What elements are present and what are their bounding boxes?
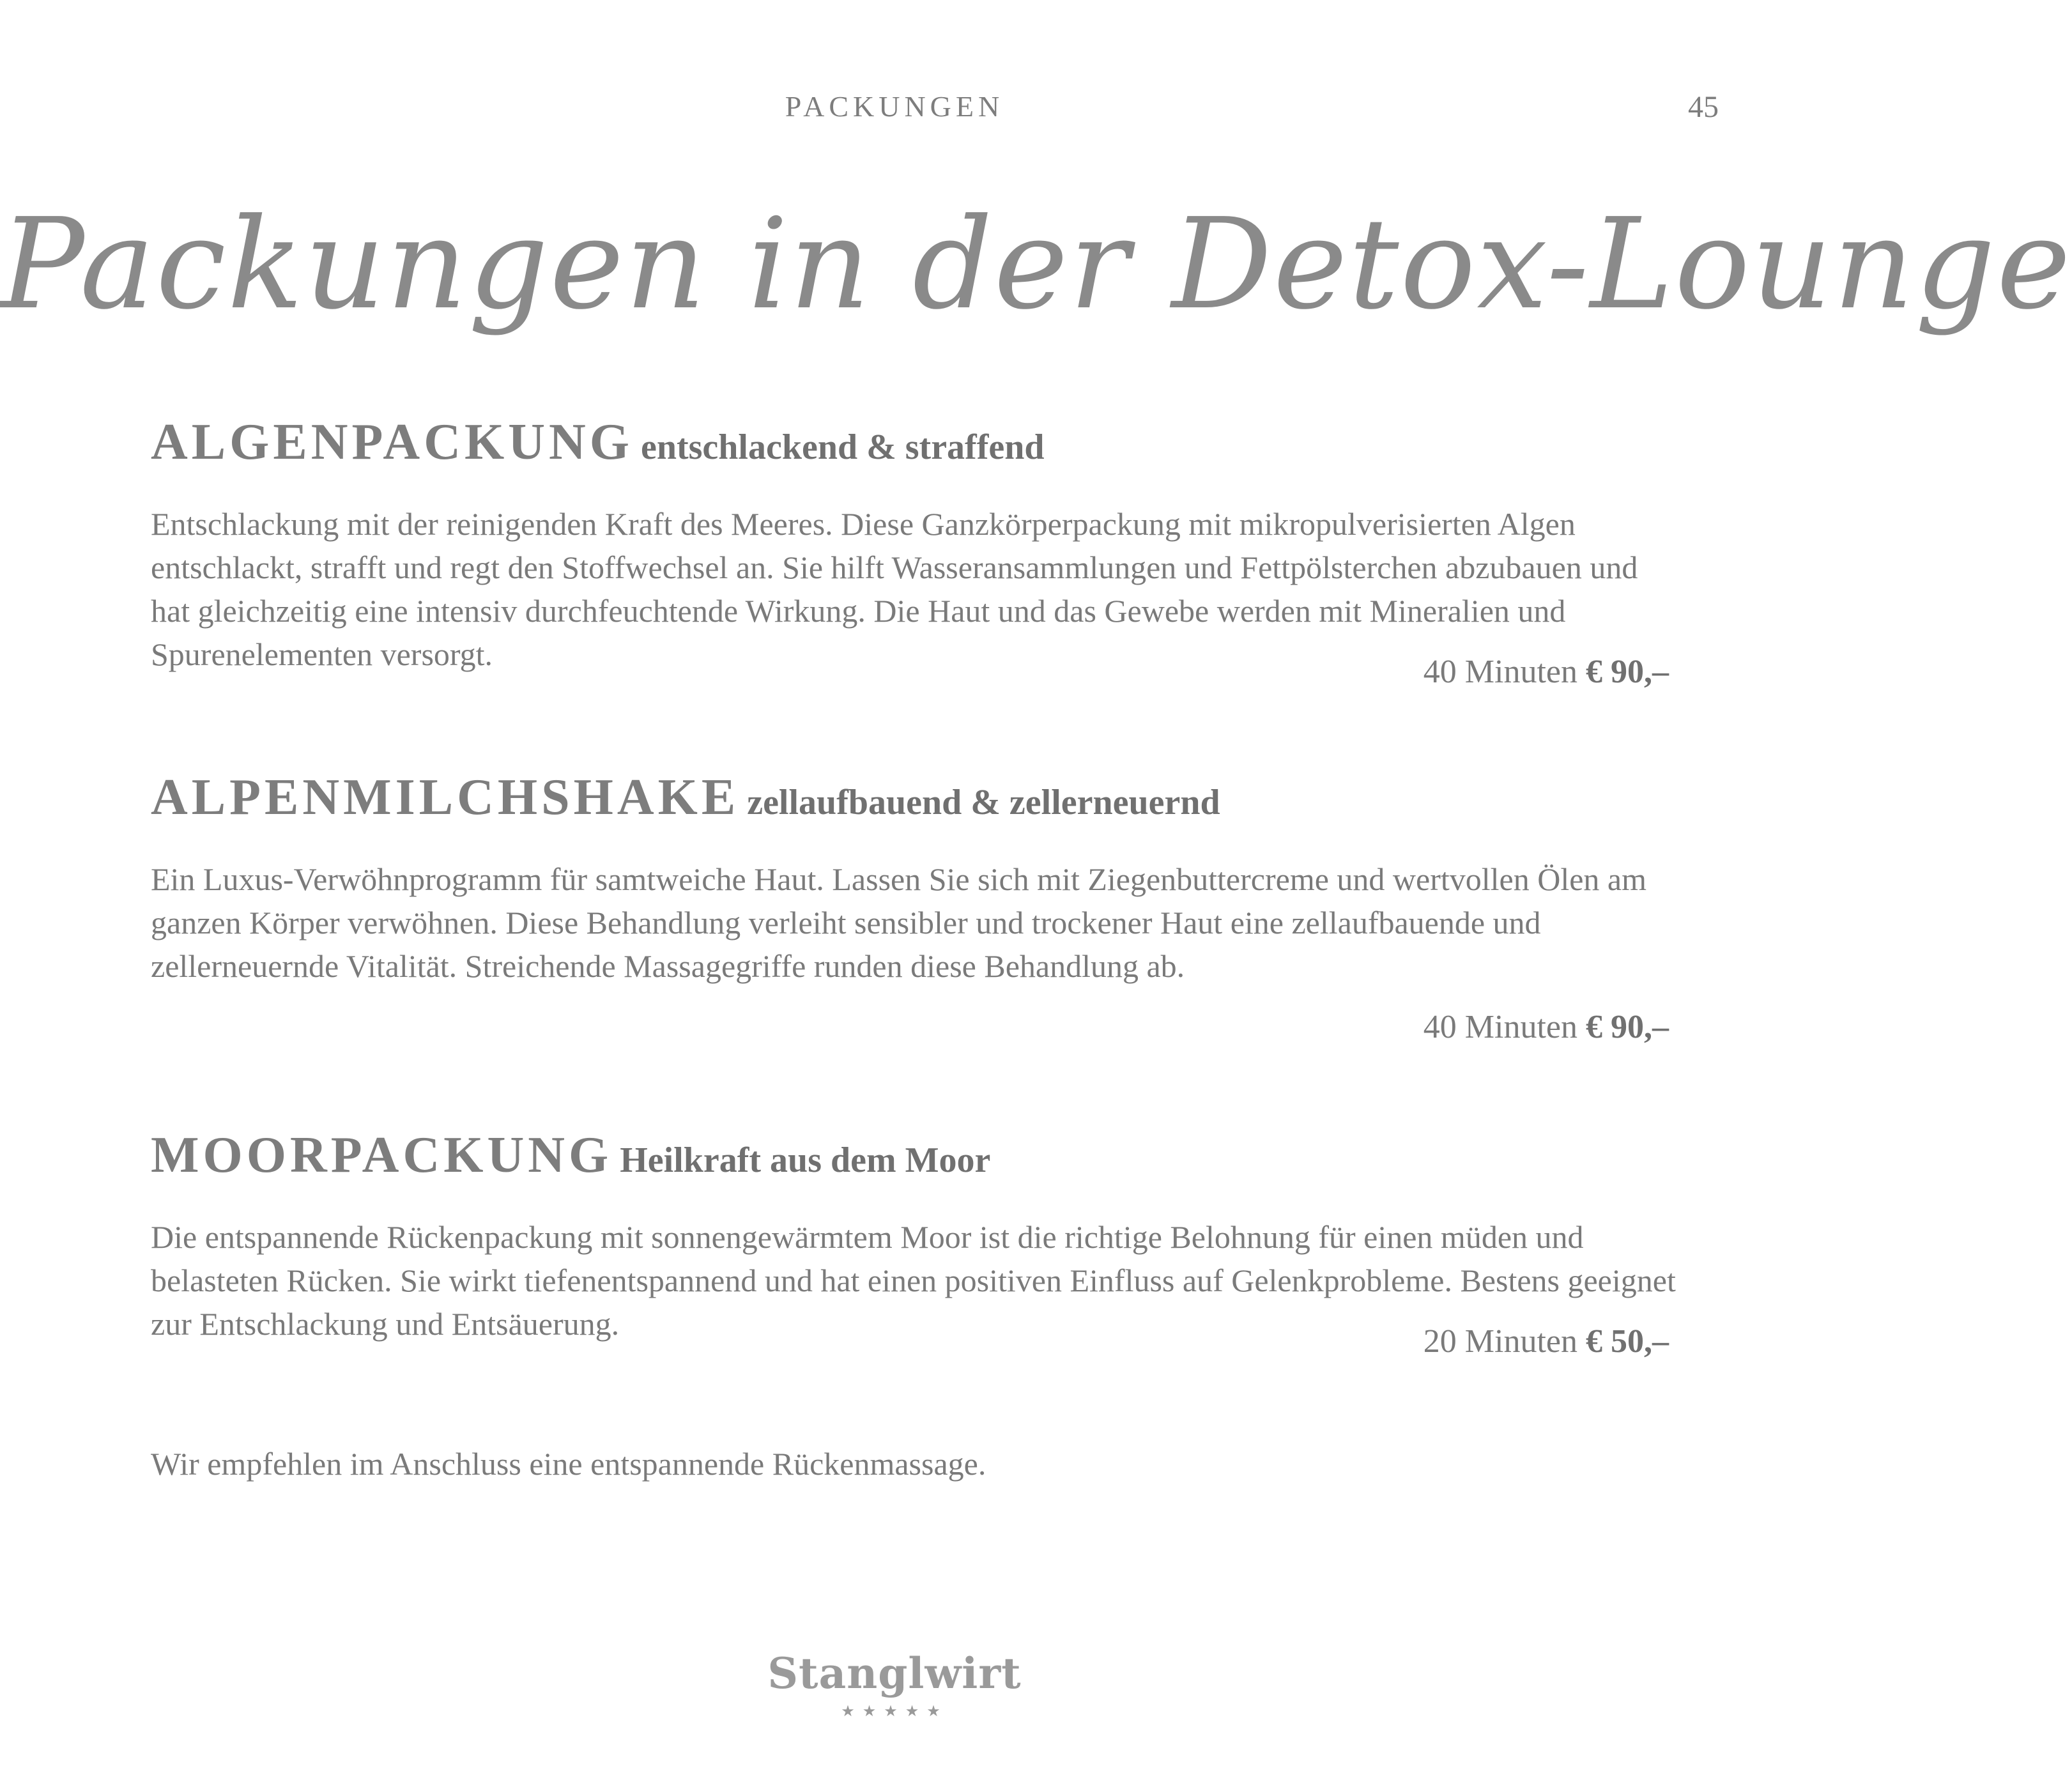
section-heading: [151, 769, 1684, 825]
treatment-duration: 40 Minuten: [1423, 654, 1577, 690]
treatment-duration: 20 Minuten: [1423, 1323, 1577, 1360]
section-tagline: entschlackend & straffend: [640, 427, 1045, 467]
section-algenpackung: [151, 414, 1684, 676]
page-title: Packungen in der Detox-Lounge: [0, 192, 2072, 337]
section-heading: [151, 1127, 1684, 1183]
section-tagline: Heilkraft aus dem Moor: [620, 1140, 991, 1180]
section-moorpackung: [151, 1127, 1684, 1346]
price-line-algenpackung: [1424, 653, 1669, 691]
running-head-title: PACKUNGEN: [785, 90, 1004, 123]
brand-logo: Stanglwirt: [767, 1648, 1022, 1698]
treatment-price: € 90,–: [1586, 1009, 1669, 1045]
recommendation-note: Wir empfehlen im Anschluss eine entspannende Rückenmassage.: [151, 1446, 986, 1482]
section-alpenmilchshake: [151, 769, 1684, 988]
brand-footer: [0, 1648, 1789, 1721]
section-name: ALPENMILCHSHAKE: [151, 769, 740, 825]
brand-stars-icon: ★★★★★: [841, 1703, 948, 1720]
section-description: Entschlackung mit der reinigenden Kraft des Meeres. Diese Ganzkörperpackung mit mikropulverisierten Algen entschlackt, strafft und regt den Stoffwechsel an. Sie hilft Wasseransammlungen und Fettpölsterchen abzubauen und hat gleichzeitig eine intensiv durchfeuchtende Wirkung. Die Haut und das Gewebe werden mit Mineralien und Spurenelementen versorgt.: [151, 506, 1638, 672]
treatment-duration: 40 Minuten: [1423, 1009, 1577, 1045]
price-line-alpenmilchshake: [1424, 1008, 1669, 1046]
section-heading: [151, 414, 1684, 470]
section-name: ALGENPACKUNG: [151, 414, 633, 470]
treatment-price: € 50,–: [1586, 1323, 1669, 1360]
page-number: 45: [1688, 90, 1719, 124]
treatment-price: € 90,–: [1586, 654, 1669, 690]
section-description: Die entspannende Rückenpackung mit sonnengewärmtem Moor ist die richtige Belohnung für einen müden und belasteten Rücken. Sie wirkt tiefenentspannend und hat einen positiven Einfluss auf Gelenkprobleme. Bestens geeignet zur Entschlackung und Entsäuerung.: [151, 1219, 1676, 1342]
section-description: Ein Luxus-Verwöhnprogramm für samtweiche Haut. Lassen Sie sich mit Ziegenbuttercreme und wertvollen Ölen am ganzen Körper verwöhnen. Diese Behandlung verleiht sensibler und trockener Haut eine zellaufbauende und zellerneuernde Vitalität. Streichende Massagegriffe runden diese Behandlung ab.: [151, 861, 1646, 984]
section-name: MOORPACKUNG: [151, 1127, 613, 1183]
section-tagline: zellaufbauend & zellerneuernd: [747, 783, 1220, 822]
price-line-moorpackung: [1424, 1323, 1669, 1360]
